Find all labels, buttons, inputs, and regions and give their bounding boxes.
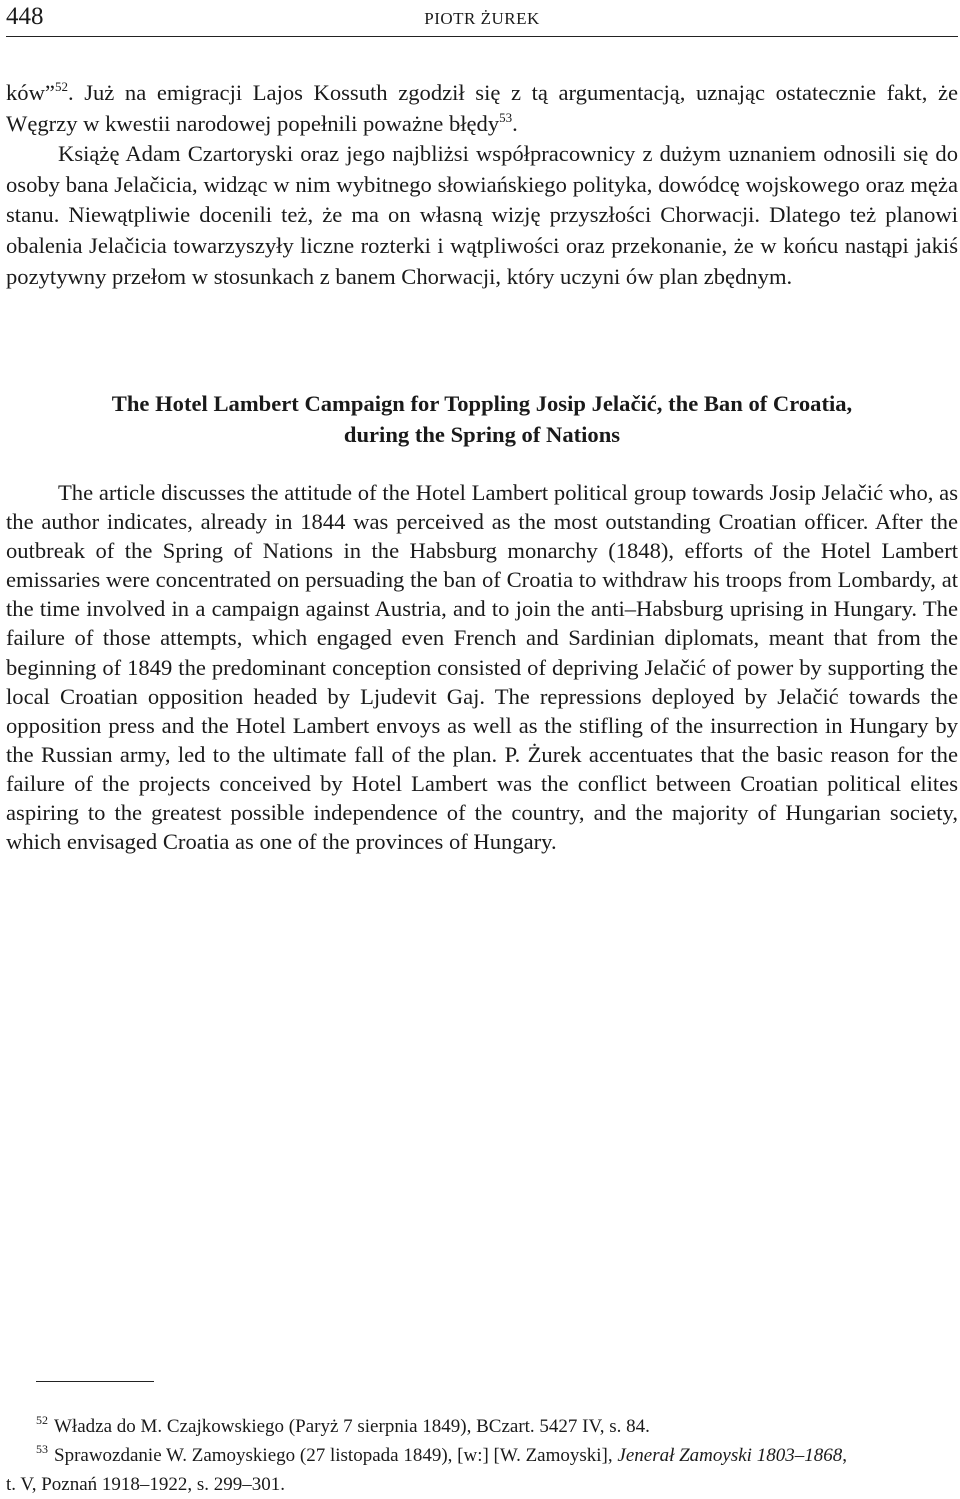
footnote-mark: 53: [36, 1442, 48, 1456]
footnote-ref-53[interactable]: 53: [499, 109, 513, 125]
footnote-text: Sprawozdanie W. Zamoyskiego (27 listopada 1849), [w:] [W. Zamoyski],: [54, 1445, 618, 1466]
summary-title-line-1: The Hotel Lambert Campaign for Toppling Josip Jelačić, the Ban of Croatia,: [111, 391, 853, 416]
summary-title: [6, 388, 958, 450]
footnote-52: [6, 1412, 958, 1441]
footnote-text: Władza do M. Czajkowskiego (Paryż 7 sierpnia 1849), BCzart. 5427 IV, s. 84.: [54, 1416, 650, 1437]
footnote-53: [6, 1441, 958, 1499]
footnote-text: ,: [842, 1445, 847, 1466]
footnote-book-title: Jenerał Zamoyski 1803–1868: [617, 1445, 843, 1466]
footnote-text-continued: t. V, Poznań 1918–1922, s. 299–301.: [6, 1474, 286, 1495]
footnotes: [6, 1412, 958, 1499]
page: [6, 0, 958, 1497]
body-text-segment: .: [512, 110, 518, 136]
summary-title-line-2: during the Spring of Nations: [343, 422, 621, 447]
running-head-author: PIOTR ŻUREK: [424, 9, 540, 28]
footnote-ref-52[interactable]: 52: [54, 79, 68, 94]
page-number: 448: [6, 3, 44, 30]
body-paragraph-1: [6, 78, 958, 139]
body-text-segment: . Już na emigracji Lajos Kossuth zgodził się z tą argumentacją, uznając ostatecznie fakt, że Węgrzy w kwestii narodowej popełnili poważne błędy: [6, 80, 958, 136]
body-text: [6, 78, 958, 292]
body-text-segment: ków”: [6, 80, 55, 105]
footnote-mark: 52: [36, 1413, 48, 1427]
body-paragraph-2: Książę Adam Czartoryski oraz jego najbliżsi współpracownicy z dużym uznaniem odnosili się do osoby bana Jelačicia, widząc w nim wybitnego słowiańskiego polityka, dowódcę wojskowego oraz męża stanu. Niewątpliwie docenili też, że ma on własną wizję przyszłości Chorwacji. Dlatego też planowi obalenia Jelačicia towarzyszyły liczne rozterki i wątpliwości oraz przekonanie, że w końcu nastąpi jakiś pozytywny przełom w stosunkach z banem Chorwacji, który uczyni ów plan zbędnym.: [6, 141, 958, 289]
running-head: [6, 2, 958, 37]
summary-abstract: The article discusses the attitude of the Hotel Lambert political group towards Josip Jelačić who, as the author indicates, already in 1844 was perceived as the most outstanding Croatian officer. After the outbreak of the Spring of Nations in the Habsburg monarchy (1848), efforts of the Hotel Lambert emissaries were concentrated on persuading the ban of Croatia to withdraw his troops from Lombardy, at the time involved in a campaign against Austria, and to join the anti–Habsburg uprising in Hungary. The failure of those attempts, which engaged even French and Sardinian diplomats, meant that from the beginning of 1849 the predominant conception consisted of depriving Jelačić of power by supporting the local Croatian opposition headed by Ljudevit Gaj. The repressions deployed by Jelačić towards the opposition press and the Hotel Lambert envoys as well as the stifling of the insurrection in Hungary by the Russian army, led to the ultimate fall of the plan. P. Żurek accentuates that the basic reason for the failure of the projects conceived by Hotel Lambert was the conflict between Croatian political elites aspiring to the greatest possible independence of the country, and the majority of Hungarian society, which envisaged Croatia as one of the provinces of Hungary.: [6, 480, 958, 855]
footnote-divider: [36, 1381, 154, 1382]
